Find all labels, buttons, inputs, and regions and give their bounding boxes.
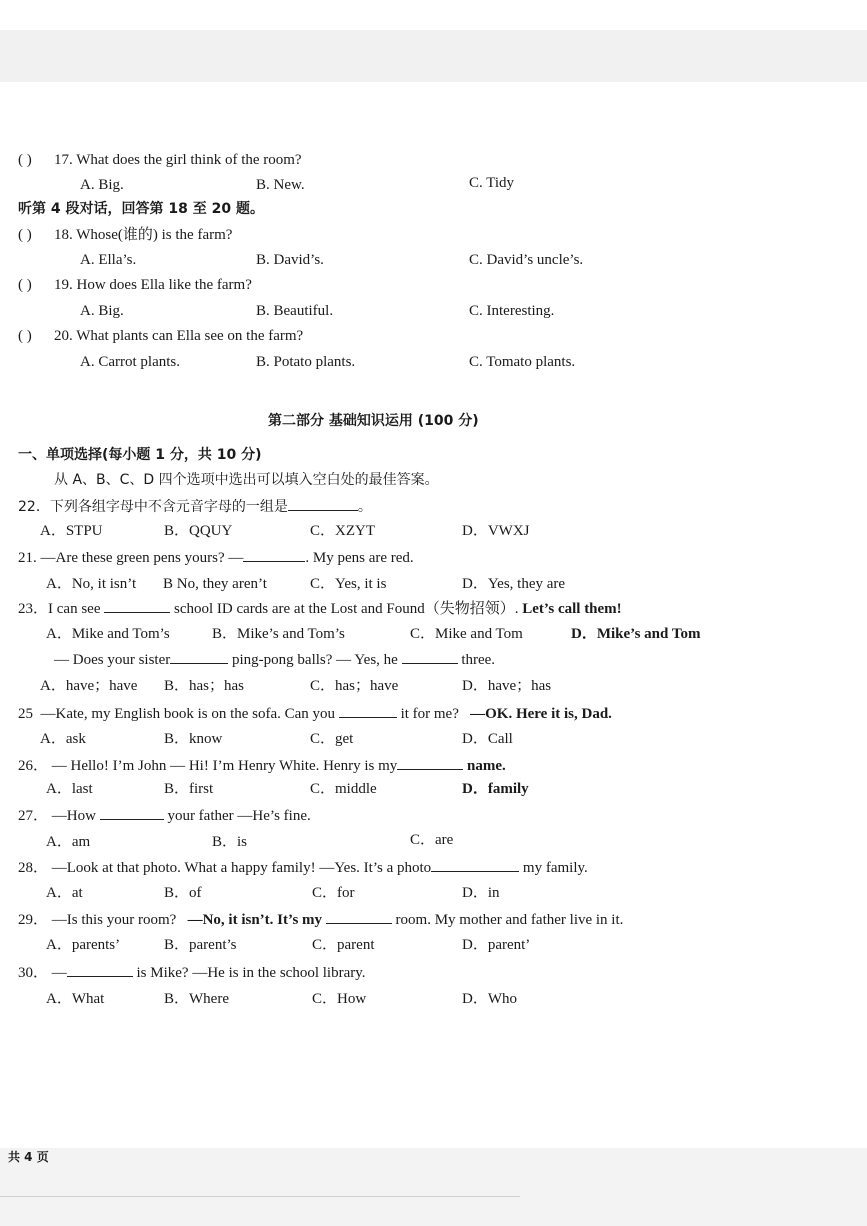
q22-option-d: D．VWXJ xyxy=(462,523,530,539)
q21-stem-post: . My pens are red. xyxy=(305,550,414,566)
q20-paren: ( ) xyxy=(18,328,32,344)
q25-option-a: A．ask xyxy=(40,731,86,747)
q26-option-b: B．first xyxy=(164,781,214,797)
q26-option-a: A．last xyxy=(46,781,93,797)
q26-option-c: C．middle xyxy=(310,781,377,797)
q21-number: 21. xyxy=(18,550,37,566)
q25-stem-pre: —Kate, my English book is on the sofa. Can you xyxy=(40,706,336,722)
q22-blank xyxy=(288,496,358,511)
q29-number: 29． xyxy=(18,912,49,928)
q26-stem xyxy=(18,755,506,776)
q28-stem-post: my family. xyxy=(522,860,588,876)
q24-blank-1 xyxy=(170,649,228,664)
q28-stem xyxy=(18,857,588,878)
q30-option-a: A．What xyxy=(46,991,105,1007)
q26-stem-pre: — Hello! I’m John — Hi! I’m Henry White. Henry is my xyxy=(51,758,398,774)
q24-blank-2 xyxy=(402,649,458,664)
q24-stem-post: three. xyxy=(461,652,496,668)
q23-stem-post: Let’s call them! xyxy=(522,601,622,617)
q25-number: 25 xyxy=(18,706,33,722)
q28-blank xyxy=(431,857,519,872)
section1-instructions: 从 A、B、C、D 四个选项中选出可以填入空白处的最佳答案。 xyxy=(54,472,439,488)
q27-stem xyxy=(18,805,311,826)
q27-blank xyxy=(100,805,164,820)
q30-stem-post: is Mike? —He is in the school library. xyxy=(136,965,366,981)
q18-option-a: A. Ella’s. xyxy=(80,252,137,268)
q23-blank xyxy=(104,598,170,613)
q29-blank xyxy=(326,909,392,924)
q25-option-b: B．know xyxy=(164,731,223,747)
q18-stem: 18. Whose(谁的) is the farm? xyxy=(54,227,233,243)
section1-title: 一、单项选择(每小题 1 分，共 10 分) xyxy=(18,447,262,463)
q29-option-a: A．parents’ xyxy=(46,937,121,953)
q21-option-c: C．Yes, it is xyxy=(310,576,387,592)
q17-stem: 17. What does the girl think of the room? xyxy=(54,152,302,168)
q28-option-a: A．at xyxy=(46,885,83,901)
q30-option-c: C．How xyxy=(312,991,367,1007)
q24-option-c: C．has；have xyxy=(310,678,399,694)
q25-stem-post: —OK. Here it is, Dad. xyxy=(470,706,612,722)
q18-paren: ( ) xyxy=(18,227,32,243)
q26-stem-post: name. xyxy=(467,758,506,774)
q25-option-d: D．Call xyxy=(462,731,513,747)
q28-stem-pre: —Look at that photo. What a happy family! —Yes. It’s a photo xyxy=(51,860,432,876)
q17-option-c: C. Tidy xyxy=(469,175,515,191)
q20-stem: 20. What plants can Ella see on the farm? xyxy=(54,328,304,344)
q27-option-a: A．am xyxy=(46,834,91,850)
q23-option-d: D．Mike’s and Tom xyxy=(571,626,701,642)
section4-heading: 听第 4 段对话，回答第 18 至 20 题。 xyxy=(18,201,264,217)
q18-option-c: C. David’s uncle’s. xyxy=(469,252,584,268)
q22-option-c: C．XZYT xyxy=(310,523,375,539)
q26-number: 26． xyxy=(18,758,49,774)
q25-stem xyxy=(18,703,612,724)
q24-stem xyxy=(54,649,495,670)
q29-option-d: D．parent’ xyxy=(462,937,531,953)
scan-bottom-band xyxy=(0,1148,867,1226)
q24-stem-pre: — Does your sister xyxy=(54,652,171,668)
q19-option-b: B. Beautiful. xyxy=(256,303,334,319)
q21-option-b: B No, they aren’t xyxy=(163,576,267,592)
q27-number: 27． xyxy=(18,808,49,824)
q29-stem-post: room. My mother and father live in it. xyxy=(395,912,624,928)
q22-option-a: A．STPU xyxy=(40,523,103,539)
q28-number: 28． xyxy=(18,860,49,876)
q17-option-b: B. New. xyxy=(256,177,305,193)
q27-stem-pre: —How xyxy=(51,808,96,824)
q27-stem-post: your father —He’s fine. xyxy=(167,808,311,824)
q28-option-b: B．of xyxy=(164,885,202,901)
q23-stem xyxy=(18,598,622,619)
q30-stem-pre: — xyxy=(51,965,67,981)
q29-stem-pre: —Is this your room? xyxy=(51,912,177,928)
q21-option-d: D．Yes, they are xyxy=(462,576,566,592)
q25-stem-mid: it for me? xyxy=(400,706,459,722)
q24-option-a: A．have；have xyxy=(40,678,138,694)
q19-stem: 19. How does Ella like the farm? xyxy=(54,277,252,293)
q21-stem-pre: —Are these green pens yours? — xyxy=(40,550,244,566)
q23-option-c: C．Mike and Tom xyxy=(410,626,523,642)
q28-option-c: C．for xyxy=(312,885,355,901)
bottom-divider xyxy=(0,1196,520,1197)
q18-option-b: B. David’s. xyxy=(256,252,324,268)
q22-stem-text: 22．下列各组字母中不含元音字母的一组是 xyxy=(18,499,288,515)
q17-paren: ( ) xyxy=(18,152,32,168)
scan-top-band xyxy=(0,0,867,82)
q21-blank xyxy=(243,547,305,562)
q20-option-b: B. Potato plants. xyxy=(256,354,356,370)
q29-option-b: B．parent’s xyxy=(164,937,237,953)
q23-stem-mid: school ID cards are at the Lost and Found（失物招领）. xyxy=(173,601,519,617)
q23-option-b: B．Mike’s and Tom’s xyxy=(212,626,345,642)
q28-option-d: D．in xyxy=(462,885,500,901)
q22-stem xyxy=(18,496,372,517)
q17-option-a: A. Big. xyxy=(80,177,124,193)
q25-blank xyxy=(339,703,397,718)
q30-stem xyxy=(18,962,366,983)
q23-number: 23． xyxy=(18,601,49,617)
q29-option-c: C．parent xyxy=(312,937,375,953)
q21-option-a: A．No, it isn’t xyxy=(46,576,137,592)
q25-option-c: C．get xyxy=(310,731,354,747)
q22-option-b: B．QQUY xyxy=(164,523,233,539)
q22-stem-end: 。 xyxy=(357,499,372,515)
q27-option-c: C．are xyxy=(410,832,454,848)
q26-blank xyxy=(397,755,463,770)
q23-option-a: A．Mike and Tom’s xyxy=(46,626,170,642)
q30-number: 30． xyxy=(18,965,49,981)
q27-option-b: B．is xyxy=(212,834,248,850)
q30-blank xyxy=(67,962,133,977)
q24-stem-mid: ping-pong balls? — Yes, he xyxy=(232,652,398,668)
q21-stem xyxy=(18,547,414,568)
q26-option-d: D．family xyxy=(462,781,529,797)
q20-option-a: A. Carrot plants. xyxy=(80,354,180,370)
q19-paren: ( ) xyxy=(18,277,32,293)
q30-option-d: D．Who xyxy=(462,991,517,1007)
q24-option-b: B．has；has xyxy=(164,678,244,694)
q29-stem xyxy=(18,909,623,930)
q19-option-a: A. Big. xyxy=(80,303,124,319)
q23-stem-pre: I can see xyxy=(48,601,101,617)
page-count-footer: 共 4 页 xyxy=(8,1150,49,1164)
q19-option-c: C. Interesting. xyxy=(469,303,555,319)
part2-title: 第二部分 基础知识运用 (100 分) xyxy=(268,413,479,429)
q29-stem-mid: —No, it isn’t. It’s my xyxy=(187,912,323,928)
q30-option-b: B．Where xyxy=(164,991,229,1007)
q20-option-c: C. Tomato plants. xyxy=(469,354,576,370)
q24-option-d: D．have；has xyxy=(462,678,552,694)
